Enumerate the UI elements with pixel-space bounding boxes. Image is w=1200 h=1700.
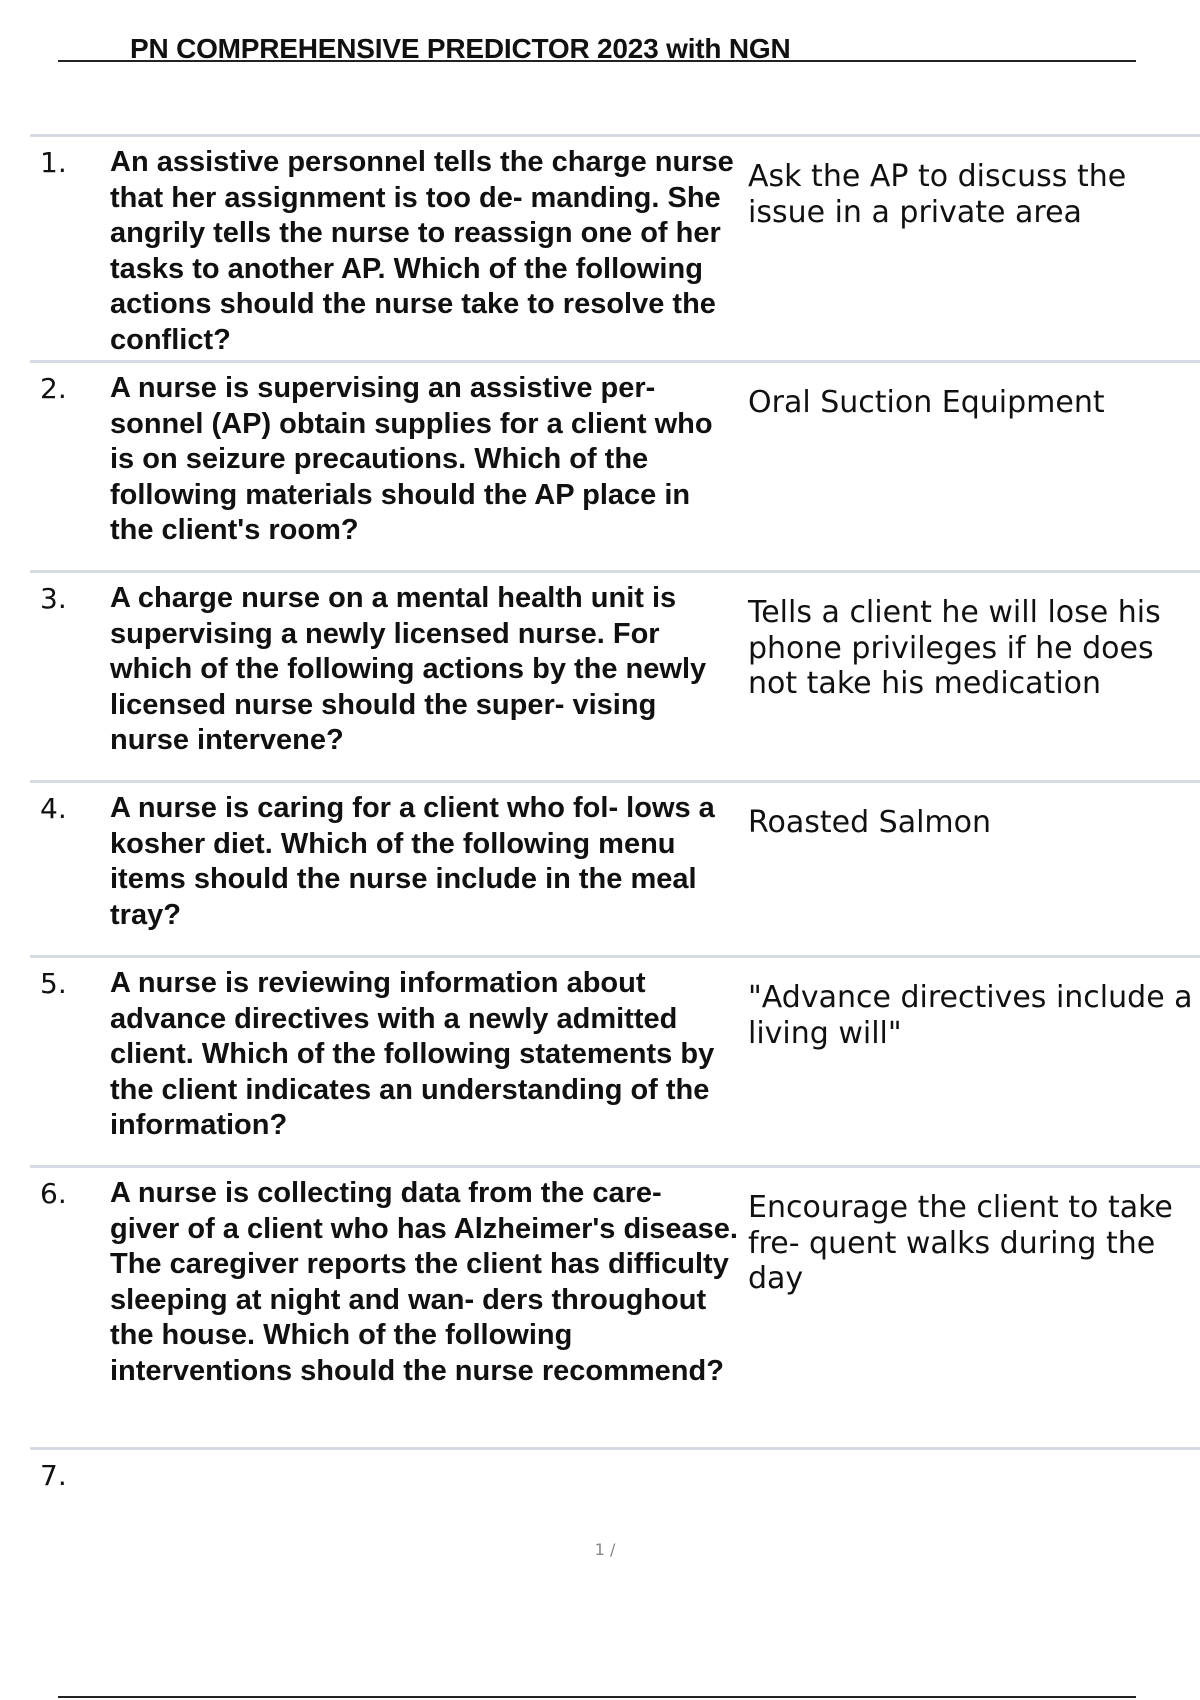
question-text: An assistive personnel tells the charge nurse that her assignment is too de- manding. She angrily tells the nurse to reassign one of her tasks to another AP. Which of the following actions should the nurse take to resolve the conflict?	[110, 146, 734, 356]
question-number: 2.	[40, 372, 67, 405]
question-number: 6.	[40, 1177, 67, 1210]
page-number: 1 /	[594, 1540, 616, 1559]
answer-text: Ask the AP to discuss the issue in a private area	[748, 159, 1127, 230]
question-text: A nurse is collecting data from the care- giver of a client who has Alzheimer's disease. The caregiver reports the client has difficulty sleeping at night and wan- ders throughout the house. Which of the following interventions should the nurse recommend?	[110, 1177, 738, 1387]
answer-text: "Advance directives include a living will"	[748, 980, 1193, 1051]
answer-text: Tells a client he will lose his phone privileges if he does not take his medication	[748, 595, 1161, 701]
question-number: 1.	[40, 146, 67, 179]
question-number: 4.	[40, 792, 67, 825]
question-text: A nurse is reviewing information about advance directives with a newly admitted client. Which of the following statements by the client indicates an understanding of the information?	[110, 967, 715, 1141]
answer-text: Roasted Salmon	[748, 805, 992, 840]
question-text: A charge nurse on a mental health unit is supervising a newly licensed nurse. For which of the following actions by the newly licensed nurse should the super- vising nurse intervene?	[110, 582, 707, 756]
question-text	[110, 1450, 738, 1509]
question-number: 7.	[40, 1459, 67, 1492]
footer-divider	[58, 1696, 1136, 1698]
document-title: PN COMPREHENSIVE PREDICTOR 2023 with NGN	[130, 33, 791, 64]
answer-text: Oral Suction Equipment	[748, 385, 1105, 420]
table-row	[30, 570, 1200, 780]
question-text: A nurse is supervising an assistive per- sonnel (AP) obtain supplies for a client who is on seizure precautions. Which of the following materials should the AP place in the client's room?	[110, 372, 713, 546]
table-row	[30, 780, 1200, 955]
answer-text	[738, 1450, 1200, 1509]
table-row	[30, 1165, 1200, 1447]
table-row	[30, 1447, 1200, 1527]
question-answer-table	[30, 134, 1200, 1527]
question-number: 5.	[40, 967, 67, 1000]
question-number: 3.	[40, 582, 67, 615]
document-header	[58, 30, 1136, 62]
table-row	[30, 360, 1200, 570]
answer-text: Encourage the client to take fre- quent walks during the day	[748, 1190, 1173, 1296]
table-row	[30, 134, 1200, 360]
table-row	[30, 955, 1200, 1165]
question-text: A nurse is caring for a client who fol- lows a kosher diet. Which of the following menu items should the nurse include in the meal tray?	[110, 792, 715, 931]
